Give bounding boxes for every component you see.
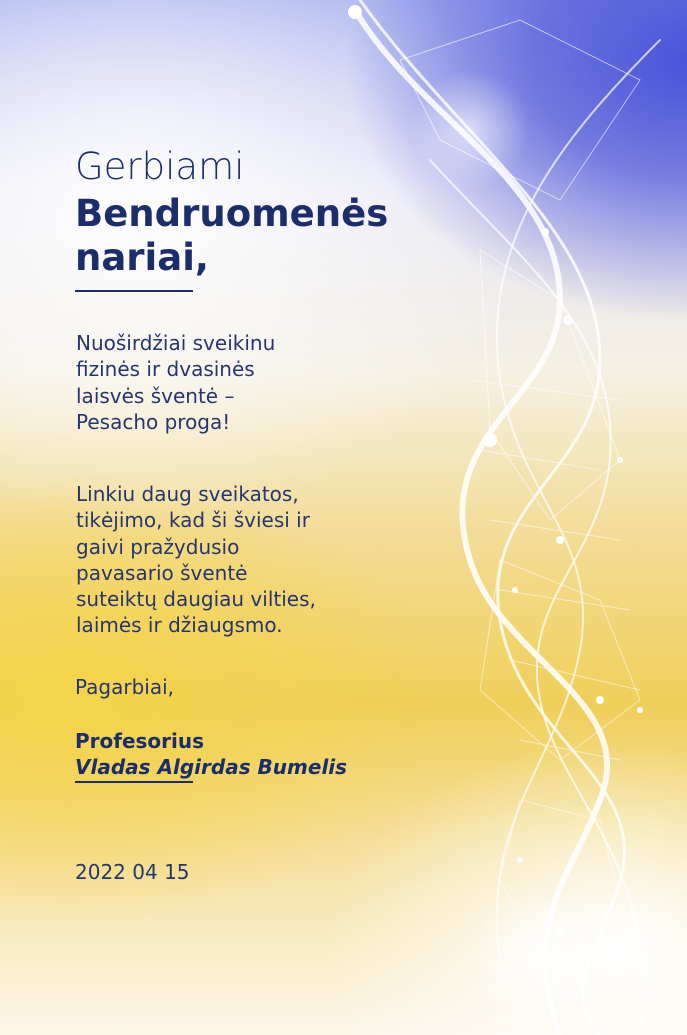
greeting-line1: Gerbiami (75, 145, 245, 188)
date-text: 2022 04 15 (75, 860, 190, 884)
greeting-line2: Bendruomenės (75, 192, 389, 235)
greeting-underline (75, 290, 193, 292)
paragraph-line: laisvės šventė – (76, 383, 235, 408)
closing-text: Pagarbiai, (75, 675, 175, 699)
signature-title: Profesorius (75, 729, 205, 753)
paragraph-line: pavasario šventė (76, 560, 248, 585)
signature-underline (75, 781, 193, 783)
paragraph-line: Linkiu daug sveikatos, (76, 482, 299, 506)
greeting-paragraph-2 (76, 481, 316, 639)
greeting-line3: nariai, (75, 236, 209, 279)
paragraph-line: gaivi pražydusio (76, 534, 240, 559)
paragraph-line: Pesacho proga! (76, 409, 231, 434)
paragraph-line: Nuoširdžiai sveikinu (76, 331, 276, 355)
paragraph-line: laimės ir džiaugsmo. (76, 613, 283, 638)
paragraph-line: fizinės ir dvasinės (76, 357, 255, 382)
signature-name: Vladas Algirdas Bumelis (75, 755, 348, 779)
greeting-paragraph-1 (76, 330, 275, 435)
paragraph-line: tikėjimo, kad ši šviesi ir (76, 508, 310, 533)
greeting-title (75, 192, 415, 280)
paragraph-line: suteiktų daugiau vilties, (76, 587, 316, 612)
